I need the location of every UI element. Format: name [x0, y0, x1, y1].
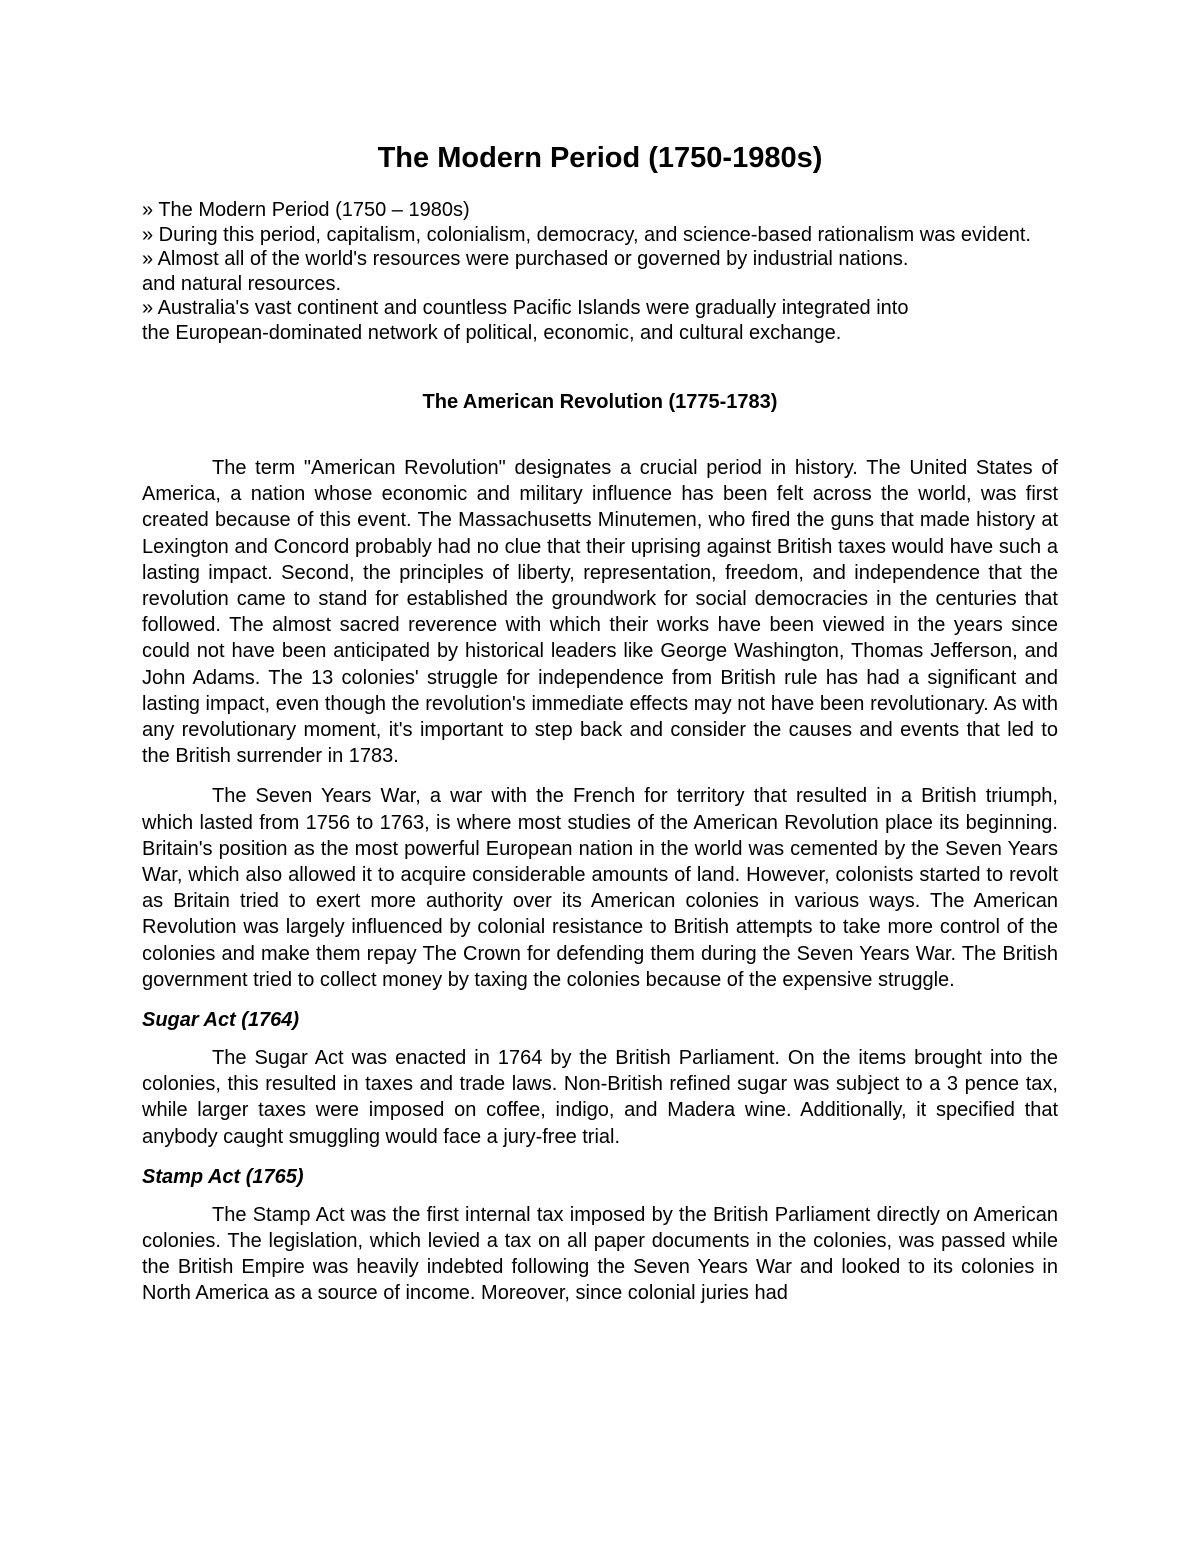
stamp-act-paragraph: The Stamp Act was the first internal tax imposed by the British Parliament directly on American colonies. The legislation, which levied a tax on all paper documents in the colonies, was passed while the British Empire was heavily indebted following the Seven Years War and looked to its colonies in North America as a source of income. Moreover, since colonial juries had [142, 1203, 1058, 1305]
document-title: The Modern Period (1750-1980s) [377, 142, 823, 174]
stamp-act-heading: Stamp Act (1765) [142, 1165, 304, 1188]
bullet-line: and natural resources. [142, 272, 342, 295]
sugar-act-paragraph: The Sugar Act was enacted in 1764 by the British Parliament. On the items brought into the colonies, this resulted in taxes and trade laws. Non-British refined sugar was subject to a 3 pence tax, while larger taxes were imposed on coffee, indigo, and Madera wine. Additionally, it specified that anybody caught smuggling would face a jury-free trial. [142, 1047, 1058, 1148]
sugar-act-heading: Sugar Act (1764) [142, 1009, 300, 1032]
bullet-line: » Almost all of the world's resources were purchased or governed by industrial nations. [142, 248, 909, 270]
body-paragraph: The term "American Revolution" designates a crucial period in history. The United States of America, a nation whose economic and military influence has been felt across the world, was first created because of this event. The Massachusetts Minutemen, who fired the guns that made history at Lexington and Concord probably had no clue that their uprising against British taxes would have such a lasting impact. Second, the principles of liberty, representation, freedom, and independence that the revolution came to stand for established the groundwork for social democracies in the centuries that followed. The almost sacred reverence with which their works have been viewed in the years since could not have been anticipated by historical leaders like George Washington, Thomas Jefferson, and John Adams. The 13 colonies' struggle for independence from British rule has had a significant and lasting impact, even though the revolution's immediate effects may not have been revolutionary. As with any revolutionary moment, it's important to step back and consider the causes and events that led to the British surrender in 1783. [142, 457, 1058, 768]
bullet-line: » During this period, capitalism, colonialism, democracy, and science-based rationalism was evident. [142, 223, 1031, 246]
body-paragraph: The Seven Years War, a war with the French for territory that resulted in a British triumph, which lasted from 1756 to 1763, is where most studies of the American Revolution place its beginning. Britain's position as the most powerful European nation in the world was cemented by the Seven Years War, which also allowed it to acquire considerable amounts of land. However, colonists started to revolt as Britain tried to exert more authority over its American colonies in various ways. The American Revolution was largely influenced by colonial resistance to British attempts to take more control of the colonies and make them repay The Crown for defending them during the Seven Years War. The British government tried to collect money by taxing the colonies because of the expensive struggle. [142, 785, 1058, 991]
intro-bullets [142, 198, 1058, 345]
bullet-line: » The Modern Period (1750 – 1980s) [142, 199, 470, 221]
bullet-line: » Australia's vast continent and countless Pacific Islands were gradually integrated into [142, 297, 909, 319]
document-page [142, 138, 1058, 1321]
bullet-line: the European-dominated network of political, economic, and cultural exchange. [142, 321, 842, 344]
section-title: The American Revolution (1775-1783) [422, 391, 778, 413]
